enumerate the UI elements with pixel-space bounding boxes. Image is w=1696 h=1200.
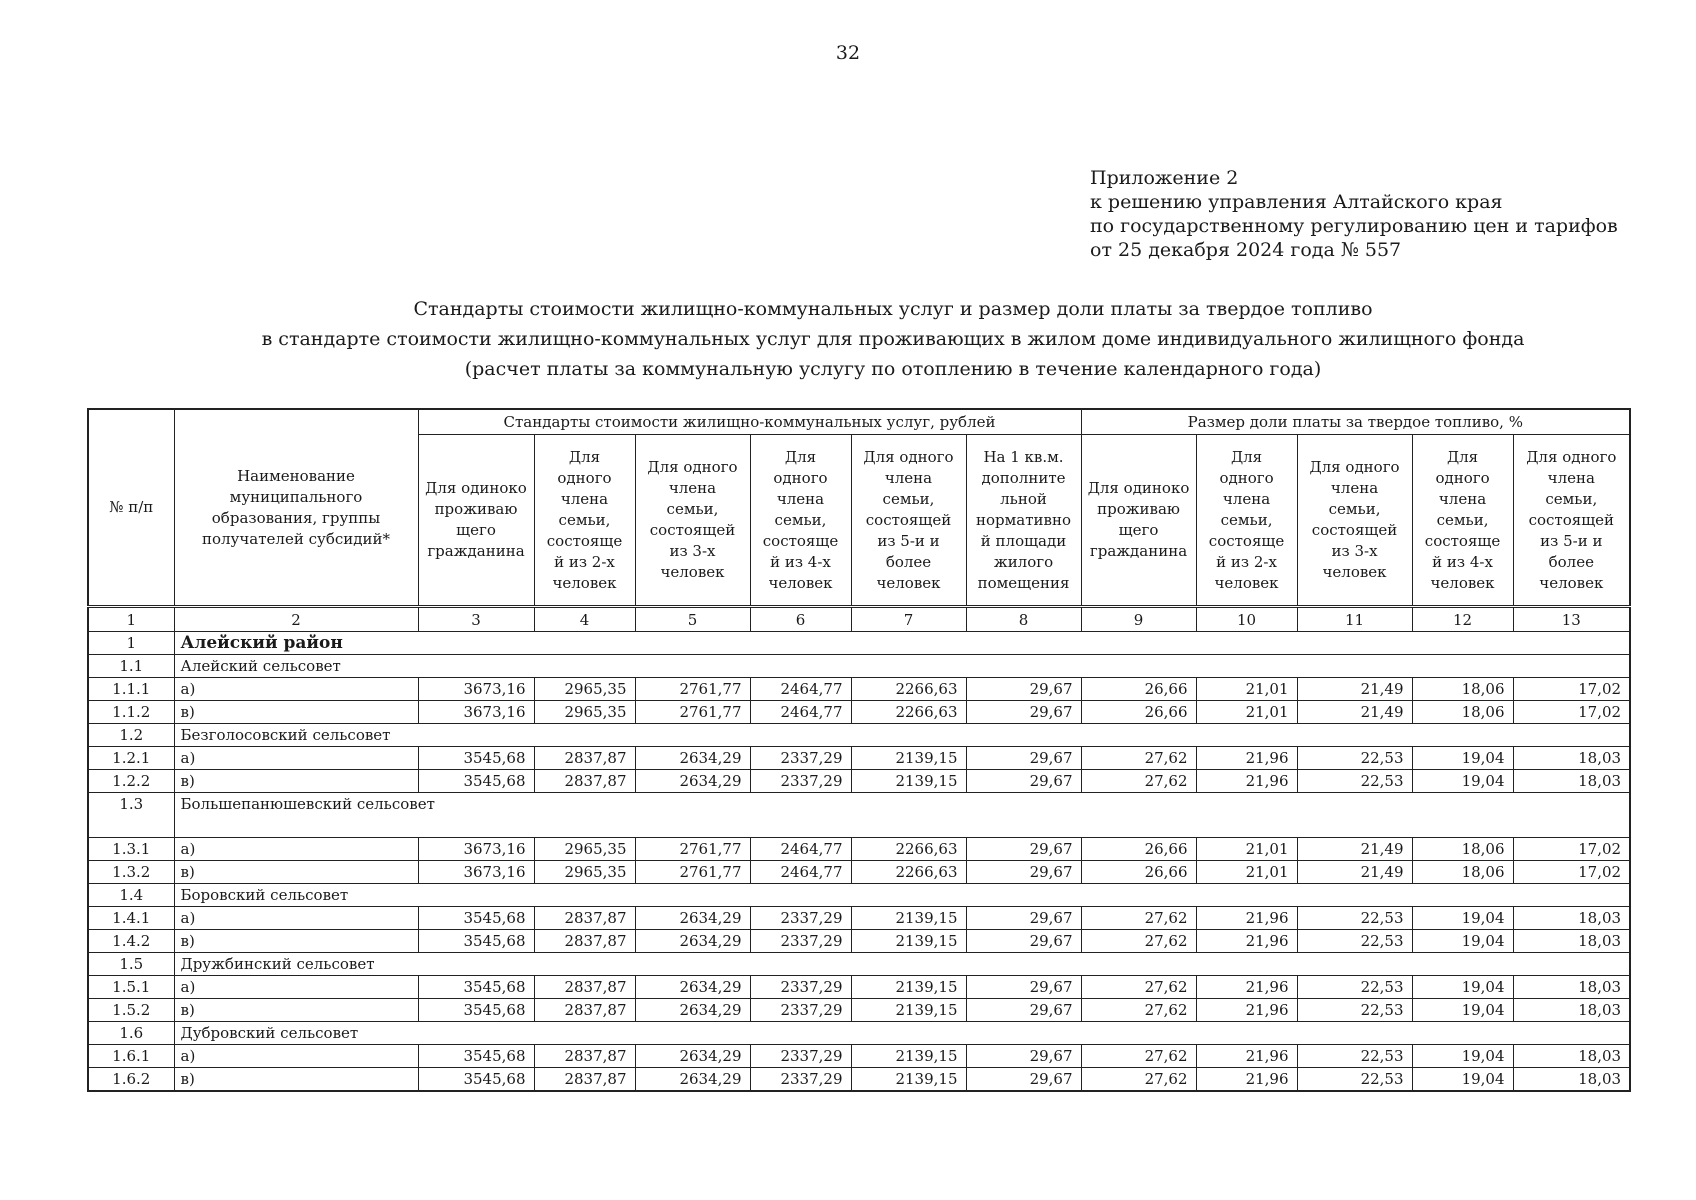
value-cell: 21,96: [1196, 976, 1297, 999]
table-row: [88, 724, 1630, 747]
value-cell: 3545,68: [418, 976, 534, 999]
value-cell: 19,04: [1412, 999, 1513, 1022]
value-cell: 2337,29: [750, 999, 851, 1022]
row-index: 1.6.2: [88, 1068, 174, 1092]
row-name: Дружбинский сельсовет: [174, 953, 1630, 976]
appendix-line: по государственному регулированию цен и тарифов: [1090, 215, 1618, 237]
header-subcolumn: Для одиноко проживаю щего гражданина: [418, 435, 534, 607]
value-cell: 2139,15: [851, 930, 966, 953]
value-cell: 2761,77: [635, 861, 750, 884]
value-cell: 21,96: [1196, 747, 1297, 770]
table-row: [88, 907, 1630, 930]
value-cell: 2464,77: [750, 701, 851, 724]
table-row: [88, 678, 1630, 701]
value-cell: 29,67: [966, 701, 1081, 724]
value-cell: 3673,16: [418, 701, 534, 724]
row-index: 1.2.2: [88, 770, 174, 793]
value-cell: 2266,63: [851, 701, 966, 724]
value-cell: 29,67: [966, 1068, 1081, 1092]
table-row: [88, 930, 1630, 953]
row-index: 1.5.2: [88, 999, 174, 1022]
row-name: Большепанюшевский сельсовет: [174, 793, 1630, 838]
row-name: в): [174, 930, 418, 953]
column-number: 12: [1412, 607, 1513, 632]
value-cell: 2837,87: [534, 907, 635, 930]
value-cell: 21,96: [1196, 930, 1297, 953]
value-cell: 27,62: [1081, 907, 1196, 930]
value-cell: 2139,15: [851, 1068, 966, 1092]
header-subcolumn: Для одного члена семьи, состояще й из 2-х человек: [1196, 435, 1297, 607]
appendix-reference: [1090, 166, 1618, 262]
value-cell: 3673,16: [418, 678, 534, 701]
row-name: а): [174, 976, 418, 999]
value-cell: 2139,15: [851, 999, 966, 1022]
row-name: в): [174, 999, 418, 1022]
value-cell: 2464,77: [750, 678, 851, 701]
value-cell: 18,03: [1513, 907, 1630, 930]
value-cell: 19,04: [1412, 1068, 1513, 1092]
row-name: а): [174, 838, 418, 861]
value-cell: 2837,87: [534, 747, 635, 770]
tariff-table: [87, 408, 1631, 1092]
value-cell: 2337,29: [750, 770, 851, 793]
value-cell: 2634,29: [635, 999, 750, 1022]
row-name: Алейский район: [174, 632, 1630, 655]
value-cell: 21,01: [1196, 861, 1297, 884]
header-subcolumn: На 1 кв.м. дополните льной нормативно й площади жилого помещения: [966, 435, 1081, 607]
value-cell: 29,67: [966, 678, 1081, 701]
header-municipality: Наименование муниципального образования, группы получателей субсидий*: [174, 409, 418, 607]
value-cell: 27,62: [1081, 770, 1196, 793]
value-cell: 2965,35: [534, 838, 635, 861]
row-index: 1.6: [88, 1022, 174, 1045]
value-cell: 18,03: [1513, 999, 1630, 1022]
title-line: Стандарты стоимости жилищно-коммунальных услуг и размер доли платы за твердое топливо: [413, 298, 1373, 320]
value-cell: 17,02: [1513, 838, 1630, 861]
value-cell: 21,49: [1297, 701, 1412, 724]
value-cell: 2837,87: [534, 1068, 635, 1092]
value-cell: 2139,15: [851, 1045, 966, 1068]
row-name: а): [174, 678, 418, 701]
value-cell: 21,01: [1196, 678, 1297, 701]
row-name: Алейский сельсовет: [174, 655, 1630, 678]
row-index: 1.6.1: [88, 1045, 174, 1068]
table-row: [88, 999, 1630, 1022]
value-cell: 21,01: [1196, 838, 1297, 861]
column-number: 13: [1513, 607, 1630, 632]
row-index: 1.4.1: [88, 907, 174, 930]
value-cell: 22,53: [1297, 747, 1412, 770]
row-name: Боровский сельсовет: [174, 884, 1630, 907]
value-cell: 19,04: [1412, 907, 1513, 930]
value-cell: 29,67: [966, 747, 1081, 770]
value-cell: 2139,15: [851, 747, 966, 770]
row-index: 1.2: [88, 724, 174, 747]
value-cell: 21,49: [1297, 678, 1412, 701]
column-number: 2: [174, 607, 418, 632]
value-cell: 2464,77: [750, 838, 851, 861]
value-cell: 29,67: [966, 861, 1081, 884]
value-cell: 22,53: [1297, 976, 1412, 999]
document-title: [0, 294, 1696, 384]
column-number: 10: [1196, 607, 1297, 632]
value-cell: 2337,29: [750, 907, 851, 930]
header-subcolumn: Для одного члена семьи, состоящей из 5-и и более человек: [851, 435, 966, 607]
value-cell: 2837,87: [534, 770, 635, 793]
row-index: 1.1.1: [88, 678, 174, 701]
value-cell: 26,66: [1081, 838, 1196, 861]
table-row: [88, 861, 1630, 884]
value-cell: 2634,29: [635, 1045, 750, 1068]
value-cell: 29,67: [966, 999, 1081, 1022]
value-cell: 29,67: [966, 930, 1081, 953]
row-index: 1.3.2: [88, 861, 174, 884]
value-cell: 27,62: [1081, 1068, 1196, 1092]
value-cell: 2837,87: [534, 1045, 635, 1068]
row-index: 1: [88, 632, 174, 655]
table-row: [88, 1022, 1630, 1045]
row-name: а): [174, 1045, 418, 1068]
table-row: [88, 655, 1630, 678]
value-cell: 19,04: [1412, 770, 1513, 793]
row-index: 1.3.1: [88, 838, 174, 861]
value-cell: 2337,29: [750, 976, 851, 999]
column-number: 3: [418, 607, 534, 632]
column-number: 6: [750, 607, 851, 632]
value-cell: 2139,15: [851, 770, 966, 793]
value-cell: 3673,16: [418, 861, 534, 884]
appendix-line: к решению управления Алтайского края: [1090, 191, 1503, 213]
header-subcolumn: Для одиноко проживаю щего гражданина: [1081, 435, 1196, 607]
header-subcolumn: Для одного члена семьи, состоящей из 3-х человек: [635, 435, 750, 607]
value-cell: 18,06: [1412, 678, 1513, 701]
value-cell: 19,04: [1412, 1045, 1513, 1068]
column-number: 5: [635, 607, 750, 632]
value-cell: 21,49: [1297, 838, 1412, 861]
row-index: 1.5: [88, 953, 174, 976]
value-cell: 2464,77: [750, 861, 851, 884]
value-cell: 2266,63: [851, 678, 966, 701]
value-cell: 3545,68: [418, 770, 534, 793]
row-index: 1.5.1: [88, 976, 174, 999]
value-cell: 18,03: [1513, 1045, 1630, 1068]
row-name: в): [174, 1068, 418, 1092]
header-subcolumn: Для одного члена семьи, состояще й из 2-х человек: [534, 435, 635, 607]
value-cell: 26,66: [1081, 861, 1196, 884]
row-index: 1.1: [88, 655, 174, 678]
value-cell: 2965,35: [534, 701, 635, 724]
header-subcolumn: Для одного члена семьи, состоящей из 5-и и более человек: [1513, 435, 1630, 607]
value-cell: 2837,87: [534, 999, 635, 1022]
value-cell: 27,62: [1081, 747, 1196, 770]
value-cell: 27,62: [1081, 930, 1196, 953]
value-cell: 2139,15: [851, 907, 966, 930]
title-line: в стандарте стоимости жилищно-коммунальных услуг для проживающих в жилом доме индивидуального жилищного фонда: [261, 328, 1525, 350]
value-cell: 2634,29: [635, 930, 750, 953]
value-cell: 2761,77: [635, 838, 750, 861]
value-cell: 2337,29: [750, 747, 851, 770]
value-cell: 22,53: [1297, 770, 1412, 793]
value-cell: 19,04: [1412, 930, 1513, 953]
column-number: 9: [1081, 607, 1196, 632]
value-cell: 26,66: [1081, 701, 1196, 724]
value-cell: 3545,68: [418, 1068, 534, 1092]
table-row: [88, 838, 1630, 861]
value-cell: 2266,63: [851, 861, 966, 884]
row-name: Безголосовский сельсовет: [174, 724, 1630, 747]
appendix-line: от 25 декабря 2024 года № 557: [1090, 239, 1402, 261]
row-index: 1.1.2: [88, 701, 174, 724]
value-cell: 26,66: [1081, 678, 1196, 701]
value-cell: 17,02: [1513, 701, 1630, 724]
value-cell: 18,03: [1513, 747, 1630, 770]
value-cell: 22,53: [1297, 999, 1412, 1022]
column-number: 4: [534, 607, 635, 632]
value-cell: 2634,29: [635, 907, 750, 930]
value-cell: 2837,87: [534, 976, 635, 999]
value-cell: 19,04: [1412, 747, 1513, 770]
value-cell: 2634,29: [635, 770, 750, 793]
header-group-costs: Стандарты стоимости жилищно-коммунальных услуг, рублей: [418, 409, 1081, 435]
value-cell: 2139,15: [851, 976, 966, 999]
row-name: а): [174, 747, 418, 770]
value-cell: 3545,68: [418, 1045, 534, 1068]
row-index: 1.2.1: [88, 747, 174, 770]
value-cell: 21,49: [1297, 861, 1412, 884]
value-cell: 27,62: [1081, 976, 1196, 999]
value-cell: 21,96: [1196, 999, 1297, 1022]
value-cell: 29,67: [966, 907, 1081, 930]
column-number: 1: [88, 607, 174, 632]
value-cell: 3673,16: [418, 838, 534, 861]
value-cell: 21,96: [1196, 1068, 1297, 1092]
value-cell: 22,53: [1297, 907, 1412, 930]
value-cell: 19,04: [1412, 976, 1513, 999]
header-subcolumn: Для одного члена семьи, состоящей из 3-х человек: [1297, 435, 1412, 607]
appendix-line: Приложение 2: [1090, 167, 1239, 189]
value-cell: 3545,68: [418, 930, 534, 953]
value-cell: 2837,87: [534, 930, 635, 953]
value-cell: 2634,29: [635, 747, 750, 770]
table-row: [88, 770, 1630, 793]
row-name: в): [174, 701, 418, 724]
table-row: [88, 884, 1630, 907]
table-row: [88, 701, 1630, 724]
value-cell: 17,02: [1513, 861, 1630, 884]
table-row: [88, 1068, 1630, 1092]
column-number: 7: [851, 607, 966, 632]
value-cell: 18,03: [1513, 770, 1630, 793]
table-row: [88, 747, 1630, 770]
value-cell: 2761,77: [635, 701, 750, 724]
row-index: 1.4.2: [88, 930, 174, 953]
value-cell: 2761,77: [635, 678, 750, 701]
value-cell: 3545,68: [418, 747, 534, 770]
table-row: [88, 1045, 1630, 1068]
table-row: [88, 632, 1630, 655]
table-row: [88, 953, 1630, 976]
value-cell: 21,01: [1196, 701, 1297, 724]
value-cell: 18,06: [1412, 701, 1513, 724]
value-cell: 22,53: [1297, 1068, 1412, 1092]
value-cell: 18,06: [1412, 861, 1513, 884]
row-index: 1.4: [88, 884, 174, 907]
value-cell: 2337,29: [750, 930, 851, 953]
row-name: а): [174, 907, 418, 930]
value-cell: 2266,63: [851, 838, 966, 861]
header-group-fuel-share: Размер доли платы за твердое топливо, %: [1081, 409, 1630, 435]
column-number: 8: [966, 607, 1081, 632]
value-cell: 21,96: [1196, 770, 1297, 793]
row-index: 1.3: [88, 793, 174, 838]
value-cell: 27,62: [1081, 999, 1196, 1022]
value-cell: 2965,35: [534, 678, 635, 701]
value-cell: 18,03: [1513, 976, 1630, 999]
row-name: в): [174, 861, 418, 884]
value-cell: 22,53: [1297, 930, 1412, 953]
value-cell: 29,67: [966, 838, 1081, 861]
table-row: [88, 793, 1630, 838]
value-cell: 2337,29: [750, 1068, 851, 1092]
header-subcolumn: Для одного члена семьи, состояще й из 4-х человек: [750, 435, 851, 607]
header-subcolumn: Для одного члена семьи, состояще й из 4-х человек: [1412, 435, 1513, 607]
table-row: [88, 976, 1630, 999]
value-cell: 17,02: [1513, 678, 1630, 701]
value-cell: 2634,29: [635, 976, 750, 999]
value-cell: 18,03: [1513, 930, 1630, 953]
value-cell: 3545,68: [418, 907, 534, 930]
value-cell: 2337,29: [750, 1045, 851, 1068]
value-cell: 29,67: [966, 1045, 1081, 1068]
value-cell: 18,03: [1513, 1068, 1630, 1092]
value-cell: 3545,68: [418, 999, 534, 1022]
value-cell: 27,62: [1081, 1045, 1196, 1068]
value-cell: 29,67: [966, 976, 1081, 999]
value-cell: 21,96: [1196, 1045, 1297, 1068]
column-number-row: [88, 607, 1630, 632]
value-cell: 2634,29: [635, 1068, 750, 1092]
row-name: в): [174, 770, 418, 793]
value-cell: 2965,35: [534, 861, 635, 884]
page-number: 32: [835, 42, 861, 64]
row-name: Дубровский сельсовет: [174, 1022, 1630, 1045]
value-cell: 22,53: [1297, 1045, 1412, 1068]
header-number: № п/п: [88, 409, 174, 607]
title-line: (расчет платы за коммунальную услугу по отоплению в течение календарного года): [464, 358, 1322, 380]
column-number: 11: [1297, 607, 1412, 632]
value-cell: 18,06: [1412, 838, 1513, 861]
value-cell: 21,96: [1196, 907, 1297, 930]
value-cell: 29,67: [966, 770, 1081, 793]
